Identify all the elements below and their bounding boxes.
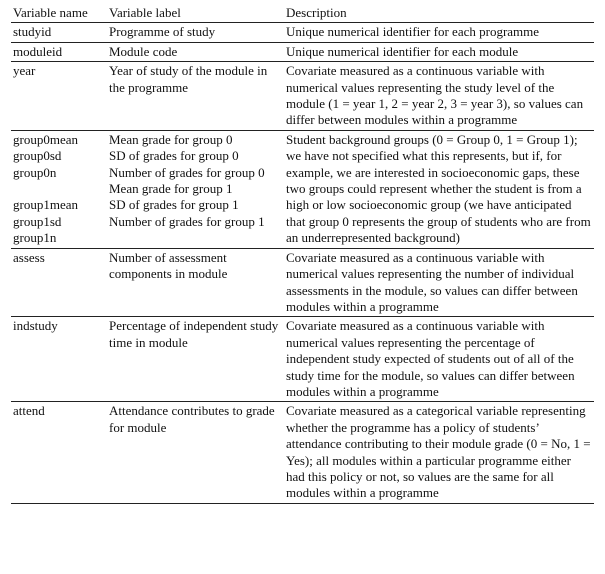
variable-label: Number of assessment components in module bbox=[109, 249, 228, 282]
table-body bbox=[11, 23, 594, 503]
variable-label: Number of grades for group 1 bbox=[109, 213, 265, 229]
header-variable-name: Variable name bbox=[11, 3, 107, 23]
description-cell: Covariate measured as a categorical variable representing whether the programme has a policy of students’ attendance contributing to their module grade (0 = No, 1 = Yes); all modules within a particular programme either had this policy or not, so values are the same for all modules within a programme bbox=[284, 402, 594, 503]
description-cell: Covariate measured as a continuous variable with numerical values representing the number of individual assessments in the module, so values can differ between modules within a programme bbox=[284, 248, 594, 317]
variable-label: Year of study of the module in the programme bbox=[109, 63, 268, 95]
description-cell: Student background groups (0 = Group 0, 1 = Group 1); we have not specified what this represents, but if, for example, we are interested in socioeconomic gaps, these two groups could represent whether the student is from a high or low socioeconomic group (we have anticipated that group 0 represents the group of students who are from an underrepresented background) bbox=[284, 130, 594, 248]
variable-name-cell bbox=[11, 62, 107, 131]
variable-name: group1mean bbox=[13, 197, 78, 213]
table-row bbox=[11, 248, 594, 317]
variable-label: Mean grade for group 0 bbox=[109, 131, 233, 147]
description-cell: Covariate measured as a continuous variable with numerical values representing the study level of the module (1 = year 1, 2 = year 2, 3 = year 3), so values can differ between modules within a programme bbox=[284, 62, 594, 131]
variable-label-cell bbox=[107, 248, 284, 317]
variable-name: assess bbox=[13, 249, 45, 265]
table-row bbox=[11, 23, 594, 42]
variable-name-cell bbox=[11, 23, 107, 42]
table-row bbox=[11, 402, 594, 503]
variable-name-cell bbox=[11, 42, 107, 61]
table-row bbox=[11, 130, 594, 248]
variable-label: Programme of study bbox=[109, 24, 216, 40]
variable-label: SD of grades for group 1 bbox=[109, 197, 239, 213]
description-cell: Covariate measured as a continuous variable with numerical values representing the percentage of independent study expected of students out of all of the study time for the module, so values can differ between modules within a programme bbox=[284, 317, 594, 402]
variable-label: Module code bbox=[109, 43, 178, 59]
variable-label-cell bbox=[107, 62, 284, 131]
variable-name: attend bbox=[13, 403, 45, 419]
variable-name: group1sd bbox=[13, 213, 62, 229]
variable-label-cell bbox=[107, 130, 284, 248]
variable-label: Percentage of independent study time in module bbox=[109, 318, 279, 350]
variable-label-cell bbox=[107, 42, 284, 61]
variable-name-cell bbox=[11, 248, 107, 317]
variable-label: SD of grades for group 0 bbox=[109, 148, 239, 164]
header-row bbox=[11, 3, 594, 23]
variable-label: Attendance contributes to grade for module bbox=[109, 403, 275, 435]
description-cell: Unique numerical identifier for each module bbox=[284, 42, 594, 61]
table-row bbox=[11, 317, 594, 402]
variable-name: moduleid bbox=[13, 43, 63, 59]
variables-table bbox=[11, 3, 594, 504]
variable-label-cell bbox=[107, 317, 284, 402]
variable-label-cell bbox=[107, 23, 284, 42]
table-row bbox=[11, 62, 594, 131]
variable-name-cell bbox=[11, 402, 107, 503]
variable-label: Number of grades for group 0 bbox=[109, 164, 265, 180]
table-row bbox=[11, 42, 594, 61]
header-description: Description bbox=[284, 3, 594, 23]
variable-name: group1n bbox=[13, 230, 57, 246]
variable-name: group0n bbox=[13, 164, 57, 180]
variable-name: group0mean bbox=[13, 131, 78, 147]
variable-label-cell bbox=[107, 402, 284, 503]
header-variable-label: Variable label bbox=[107, 3, 284, 23]
variable-name-cell bbox=[11, 130, 107, 248]
variable-name-cell bbox=[11, 317, 107, 402]
variable-name: studyid bbox=[13, 24, 52, 40]
variable-label: Mean grade for group 1 bbox=[109, 181, 233, 197]
variable-name: group0sd bbox=[13, 148, 62, 164]
variable-name: year bbox=[13, 63, 36, 79]
variable-name: indstudy bbox=[13, 318, 58, 334]
description-cell: Unique numerical identifier for each programme bbox=[284, 23, 594, 42]
